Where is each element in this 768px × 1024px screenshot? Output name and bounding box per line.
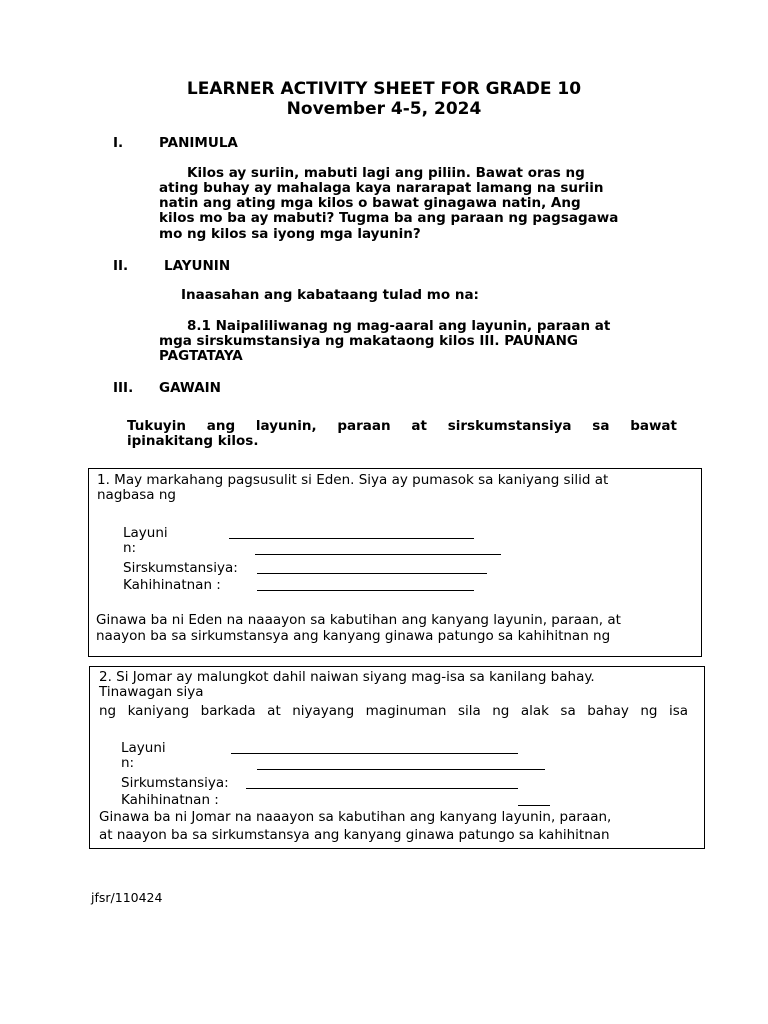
gawain-instruction-line-1: Tukuyin ang layunin, paraan at sirskumstansiya sa bawat <box>127 418 677 434</box>
item2-sirkumstansiya-answer-line[interactable] <box>246 788 518 789</box>
item2-layunin-answer-line-1[interactable] <box>231 753 518 754</box>
footer-code: jfsr/110424 <box>91 890 163 905</box>
layunin-item-line-1: 8.1 Naipaliliwanag ng mag-aaral ang layunin, paraan at <box>187 318 611 334</box>
item1-kahihinatnan-answer-line[interactable] <box>257 590 474 591</box>
item2-scenario-line-1: 2. Si Jomar ay malungkot dahil naiwan siyang mag-isa sa kanilang bahay. <box>99 669 595 685</box>
item2-kahihinatnan-label: Kahihinatnan : <box>121 792 219 808</box>
item1-kahihinatnan-label: Kahihinatnan : <box>123 577 221 593</box>
item2-layunin-label-cont: n: <box>121 755 135 771</box>
section-number-layunin: II. <box>113 258 129 274</box>
layunin-item-line-2: mga sirskumstansiya ng makataong kilos III. PAUNANG <box>159 333 579 349</box>
sheet-date: November 4-5, 2024 <box>286 99 482 119</box>
section-number-gawain: III. <box>113 380 134 396</box>
section-heading-panimula: PANIMULA <box>159 135 238 151</box>
item1-scenario-line-2: nagbasa ng <box>97 487 176 503</box>
panimula-text-line-4: kilos mo ba ay mabuti? Tugma ba ang paraan ng pagsagawa <box>159 210 619 226</box>
panimula-text-line-1: Kilos ay suriin, mabuti lagi ang piliin. Bawat oras ng <box>187 165 585 181</box>
item2-question-line-1: Ginawa ba ni Jomar na naaayon sa kabutihan ang kanyang layunin, paraan, <box>99 809 612 825</box>
item2-sirkumstansiya-label: Sirkumstansiya: <box>121 775 229 791</box>
item2-question-line-2: at naayon ba sa sirkumstansya ang kanyang ginawa patungo sa kahihitnan <box>99 827 610 843</box>
item1-sirkumstansiya-label: Sirskumstansiya: <box>123 560 238 576</box>
sheet-title: LEARNER ACTIVITY SHEET FOR GRADE 10 <box>186 79 582 99</box>
item2-layunin-answer-line-2[interactable] <box>257 769 545 770</box>
item1-question-line-2: naayon ba sa sirkumstansya ang kanyang ginawa patungo sa kahihitnan ng <box>96 628 611 644</box>
panimula-text-line-5: mo ng kilos sa iyong mga layunin? <box>159 226 421 242</box>
section-heading-layunin: LAYUNIN <box>164 258 231 274</box>
item2-scenario-line-3: ng kaniyang barkada at niyayang maginuman sila ng alak sa bahay ng isa <box>99 703 688 719</box>
layunin-intro: Inaasahan ang kabataang tulad mo na: <box>181 287 479 303</box>
layunin-item-line-3: PAGTATAYA <box>159 348 243 364</box>
section-heading-gawain: GAWAIN <box>159 380 221 396</box>
item2-scenario-line-2: Tinawagan siya <box>99 684 204 700</box>
item2-layunin-label: Layuni <box>121 740 166 756</box>
panimula-text-line-2: ating buhay ay mahalaga kaya nararapat lamang na suriin <box>159 180 604 196</box>
item1-layunin-answer-line-1[interactable] <box>229 538 474 539</box>
item1-layunin-answer-line-2[interactable] <box>255 554 501 555</box>
item1-question-line-1: Ginawa ba ni Eden na naaayon sa kabutihan ang kanyang layunin, paraan, at <box>96 612 621 628</box>
gawain-instruction-line-2: ipinakitang kilos. <box>127 433 259 449</box>
panimula-text-line-3: natin ang ating mga kilos o bawat ginagawa natin, Ang <box>159 195 581 211</box>
item1-sirkumstansiya-answer-line[interactable] <box>257 573 487 574</box>
item1-layunin-label-cont: n: <box>123 540 137 556</box>
item1-layunin-label: Layuni <box>123 525 168 541</box>
item2-kahihinatnan-answer-line[interactable] <box>518 805 550 806</box>
section-number-panimula: I. <box>113 135 124 151</box>
item1-scenario-line-1: 1. May markahang pagsusulit si Eden. Siya ay pumasok sa kaniyang silid at <box>97 472 609 488</box>
